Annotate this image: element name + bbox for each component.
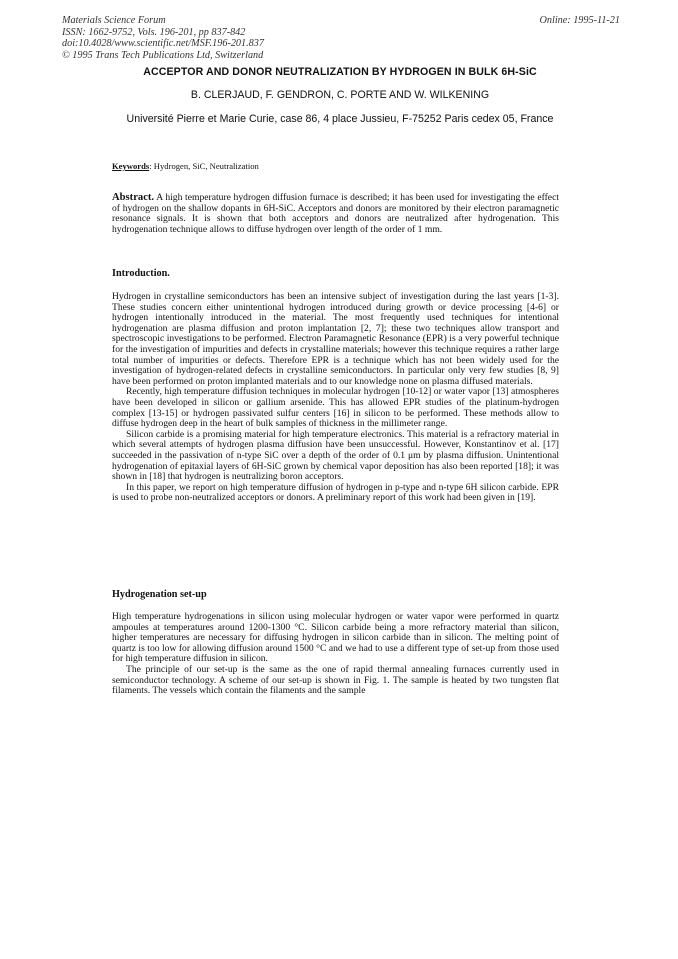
- keywords-label: Keywords: [112, 161, 150, 171]
- online-date: Online: 1995-11-21: [539, 15, 620, 26]
- paragraph: Silicon carbide is a promising material for high temperature electronics. This material is a refractory material in which several attempts of hydrogen plasma diffusion have been unsuccessful. However, Konstantinov et al. [17] succeeded in the passivation of n-type SiC over a depth of the order of 0.1 μm by plasma diffusion. Unintentional hydrogenation of epitaxial layers of 6H-SiC grown by chemical vapor deposition has also been reported [18]; it was shown in [18] that hydrogen is neutralizing boron acceptors.: [112, 428, 559, 483]
- copyright-line: © 1995 Trans Tech Publications Ltd, Switzerland: [62, 49, 264, 61]
- paper-title: ACCEPTOR AND DONOR NEUTRALIZATION BY HYDROGEN IN BULK 6H-SiC: [143, 66, 537, 78]
- paper-affiliation: Université Pierre et Marie Curie, case 86, 4 place Jussieu, F-75252 Paris cedex 05, France: [126, 113, 554, 125]
- introduction-heading: Introduction.: [112, 268, 170, 279]
- paper-authors: B. CLERJAUD, F. GENDRON, C. PORTE AND W. WILKENING: [190, 89, 490, 101]
- keywords-text: : Hydrogen, SiC, Neutralization: [149, 161, 259, 171]
- journal-meta: [62, 15, 264, 61]
- setup-body: [112, 612, 559, 697]
- keywords: [112, 161, 259, 171]
- paragraph: The principle of our set-up is the same as the one of rapid thermal annealing furnaces currently used in semiconductor technology. A scheme of our set-up is shown in Fig. 1. The sample is heated by two tungsten flat filaments. The vessels which contain the filaments and the sample: [112, 663, 559, 697]
- paragraph: Recently, high temperature diffusion techniques in molecular hydrogen [10-12] or water vapor [13] atmospheres have been developed in silicon or gallium arsenide. This has allowed EPR studies of the platinum-hydrogen complex [13-15] or hydrogen passivated sulfur centers [16] in silicon to be performed. These methods allow to diffuse hydrogen deep in the heart of bulk samples of thickness in the millimeter range.: [112, 386, 559, 430]
- paragraph: High temperature hydrogenations in silicon using molecular hydrogen or water vapor were performed in quartz ampoules at temperatures around 1200-1300 °C. Silicon carbide being a more refractory material than silicon, higher temperatures are necessary for diffusing hydrogen in silicon carbide than in silicon. The melting point of quartz is too low for allowing diffusion around 1500 °C and we had to use a different type of set-up from those used for high temperature diffusion in silicon.: [112, 611, 559, 665]
- paragraph: Hydrogen in crystalline semiconductors has been an intensive subject of investigation during the last years [1-3]. These studies concern either unintentional hydrogen introduced during growth or device processing [4-6] or hydrogen intentionally introduced in the material. The most frequently used techniques for intentional hydrogenation are plasma diffusion and proton implantation [2, 7]; these two techniques allow transport and spectroscopic investigations to be performed. Electron Paramagnetic Resonance (EPR) is a very powerful technique for the investigation of impurities and defects in crystalline materials; however this technique requires a rather large total number of impurities or defects. Therefore EPR is a technique which has not been widely used for the investigation of hydrogen-related defects in crystalline semiconductors. In particular only very few studies [8, 9] have been performed on proton implanted materials and to our knowledge none on plasma diffused materials.: [112, 291, 559, 387]
- journal-name: Materials Science Forum: [62, 15, 166, 26]
- abstract: [112, 193, 559, 235]
- doi-line: doi:10.4028/www.scientific.net/MSF.196-201.837: [62, 38, 264, 50]
- introduction-body: [112, 292, 559, 504]
- abstract-text: A high temperature hydrogen diffusion furnace is described; it has been used for investigating the effect of hydrogen on the shallow dopants in 6H-SiC. Acceptors and donors are monitored by their electron paramagnetic resonance signals. It is shown that both acceptors and donors are neutralized after hydrogenation. This hydrogenation technique allows to diffuse hydrogen over length of the order of 1 mm.: [112, 192, 559, 235]
- issn-line: ISSN: 1662-9752, Vols. 196-201, pp 837-842: [62, 26, 246, 38]
- setup-heading: Hydrogenation set-up: [112, 589, 207, 600]
- abstract-label: Abstract.: [112, 192, 155, 203]
- paragraph: In this paper, we report on high temperature diffusion of hydrogen in p-type and n-type 6H silicon carbide. EPR is used to probe non-neutralized acceptors or donors. A preliminary report of this work had been given in [19].: [112, 481, 559, 504]
